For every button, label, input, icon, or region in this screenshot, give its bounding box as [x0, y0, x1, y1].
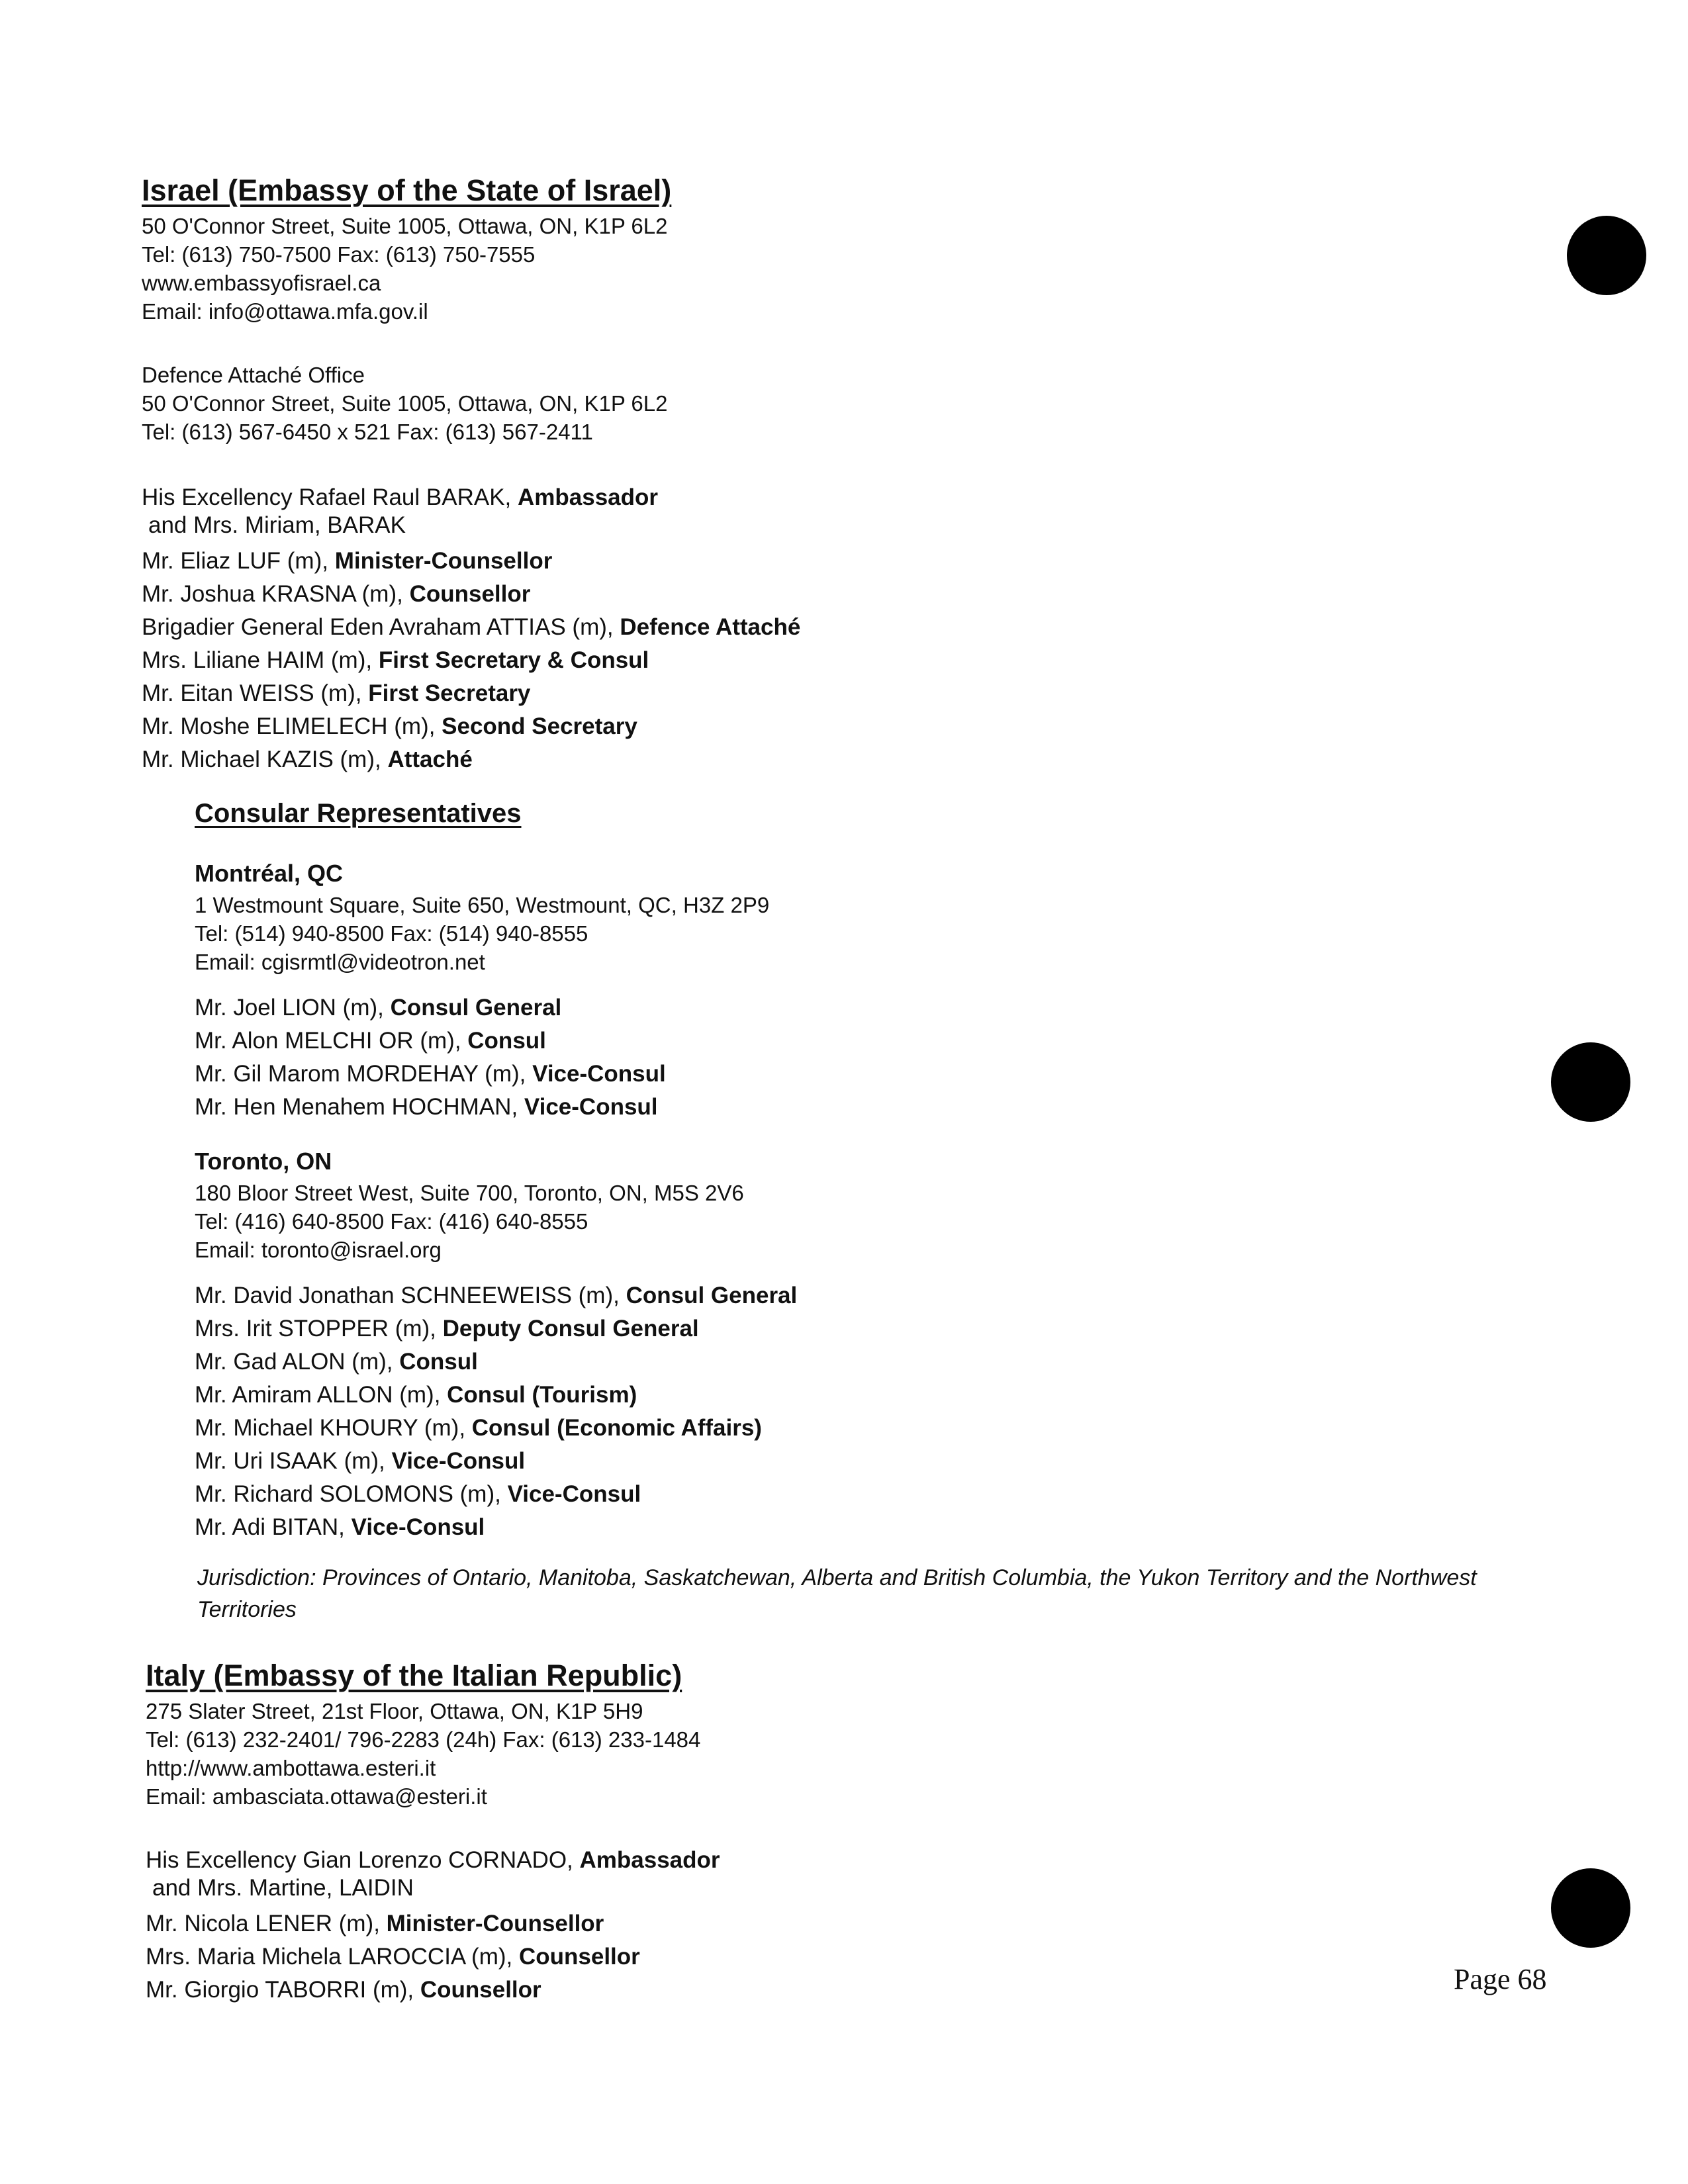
- punch-hole-top: [1567, 216, 1646, 295]
- city-heading-montreal: Montréal, QC: [195, 860, 344, 887]
- staff-entry: [195, 1511, 797, 1544]
- staff-entry: [146, 1940, 720, 1974]
- staff-name: Mr. Richard SOLOMONS (m),: [195, 1481, 508, 1507]
- toronto-address: 180 Bloor Street West, Suite 700, Toronto, ON, M5S 2V6: [195, 1181, 744, 1205]
- staff-entry: [195, 1478, 797, 1511]
- staff-title: Ambassador: [518, 484, 659, 510]
- staff-name: Mr. Nicola LENER (m),: [146, 1911, 387, 1936]
- staff-title: Attaché: [387, 747, 473, 772]
- staff-entry: [142, 677, 800, 710]
- italy-phone-line: Tel: (613) 232-2401/ 796-2283 (24h) Fax: (613) 233-1484: [146, 1727, 701, 1752]
- staff-title: Consul: [399, 1349, 478, 1375]
- staff-entry: [146, 1907, 720, 1940]
- italy-embassy-contact: [146, 1697, 700, 1811]
- staff-name: Mr. Eitan WEISS (m),: [142, 680, 369, 706]
- staff-title: First Secretary: [368, 680, 531, 706]
- staff-name: Mr. Alon MELCHI OR (m),: [195, 1028, 468, 1054]
- staff-spouse: and Mrs. Martine, LAIDIN: [152, 1875, 414, 1901]
- jurisdiction-note: Jurisdiction: Provinces of Ontario, Manitoba, Saskatchewan, Alberta and British Columbia, the Yukon Territory and the Northwest Territories: [197, 1565, 1477, 1622]
- staff-name: Mr. Joel LION (m),: [195, 995, 391, 1021]
- staff-title: Vice-Consul: [532, 1061, 666, 1087]
- staff-title: Ambassador: [579, 1847, 720, 1873]
- staff-title: Deputy Consul General: [442, 1316, 699, 1342]
- staff-name: Mrs. Irit STOPPER (m),: [195, 1316, 443, 1342]
- italy-staff-list: [146, 1844, 720, 2007]
- staff-entry: [195, 1445, 797, 1478]
- staff-title: Consul (Economic Affairs): [471, 1415, 762, 1441]
- staff-title: Vice-Consul: [391, 1448, 526, 1474]
- staff-name: Mr. Uri ISAAK (m),: [195, 1448, 392, 1474]
- staff-spouse: and Mrs. Miriam, BARAK: [148, 512, 406, 538]
- staff-title: Counsellor: [420, 1977, 541, 2003]
- staff-entry: [142, 743, 800, 776]
- staff-name: Mrs. Liliane HAIM (m),: [142, 647, 379, 673]
- staff-title: Defence Attaché: [620, 614, 801, 640]
- staff-name: Mr. Joshua KRASNA (m),: [142, 581, 410, 607]
- staff-name: His Excellency Gian Lorenzo CORNADO,: [146, 1847, 580, 1873]
- staff-name: Brigadier General Eden Avraham ATTIAS (m),: [142, 614, 620, 640]
- staff-name: Mr. Michael KHOURY (m),: [195, 1415, 472, 1441]
- staff-entry: [195, 1058, 666, 1091]
- israel-staff-list: [142, 481, 800, 776]
- staff-name: Mr. Adi BITAN,: [195, 1514, 352, 1540]
- toronto-contact: [195, 1179, 744, 1264]
- page-number: Page 68: [1454, 1963, 1547, 1995]
- israel-phone-line: Tel: (613) 750-7500 Fax: (613) 750-7555: [142, 242, 536, 267]
- staff-title: Consul (Tourism): [447, 1382, 637, 1408]
- staff-entry: [195, 1024, 666, 1058]
- staff-entry: [146, 1974, 720, 2007]
- israel-address-line: 50 O'Connor Street, Suite 1005, Ottawa, ON, K1P 6L2: [142, 214, 668, 238]
- staff-name: Mr. Eliaz LUF (m),: [142, 548, 335, 574]
- staff-entry: [195, 1412, 797, 1445]
- staff-title: Consul General: [390, 995, 562, 1021]
- staff-title: Vice-Consul: [524, 1094, 658, 1120]
- montreal-email: Email: cgisrmtl@videotron.net: [195, 950, 485, 974]
- staff-title: Vice-Consul: [351, 1514, 485, 1540]
- staff-name: Mr. Michael KAZIS (m),: [142, 747, 388, 772]
- israel-defence-attache-office: [142, 361, 667, 446]
- staff-title: Vice-Consul: [507, 1481, 641, 1507]
- israel-email-line: Email: info@ottawa.mfa.gov.il: [142, 299, 428, 324]
- staff-entry: [195, 991, 666, 1024]
- italy-website-line: http://www.ambottawa.esteri.it: [146, 1756, 436, 1780]
- toronto-phone: Tel: (416) 640-8500 Fax: (416) 640-8555: [195, 1209, 588, 1234]
- staff-name: Mr. Giorgio TABORRI (m),: [146, 1977, 420, 2003]
- staff-title: Counsellor: [518, 1944, 640, 1970]
- city-heading-toronto: Toronto, ON: [195, 1148, 332, 1175]
- montreal-contact: [195, 891, 769, 976]
- staff-name: His Excellency Rafael Raul BARAK,: [142, 484, 518, 510]
- defence-office-address: 50 O'Connor Street, Suite 1005, Ottawa, ON, K1P 6L2: [142, 391, 668, 416]
- staff-name: Mrs. Maria Michela LAROCCIA (m),: [146, 1944, 519, 1970]
- punch-hole-middle: [1551, 1042, 1630, 1122]
- staff-entry: [195, 1312, 797, 1345]
- staff-name: Mr. David Jonathan SCHNEEWEISS (m),: [195, 1283, 626, 1308]
- montreal-phone: Tel: (514) 940-8500 Fax: (514) 940-8555: [195, 921, 588, 946]
- consular-representatives-heading: Consular Representatives: [195, 799, 522, 828]
- staff-name: Mr. Hen Menahem HOCHMAN,: [195, 1094, 524, 1120]
- toronto-staff-list: [195, 1279, 797, 1544]
- section-title-israel: Israel (Embassy of the State of Israel): [142, 173, 672, 207]
- staff-entry: [195, 1379, 797, 1412]
- punch-hole-bottom: [1551, 1868, 1630, 1948]
- defence-office-name: Defence Attaché Office: [142, 363, 365, 387]
- staff-title: Consul General: [626, 1283, 798, 1308]
- staff-entry: [195, 1091, 666, 1124]
- italy-email-line: Email: ambasciata.ottawa@esteri.it: [146, 1784, 487, 1809]
- staff-name: Mr. Moshe ELIMELECH (m),: [142, 713, 442, 739]
- staff-entry: [142, 578, 800, 611]
- staff-title: Minister-Counsellor: [386, 1911, 604, 1936]
- toronto-email: Email: toronto@israel.org: [195, 1238, 442, 1262]
- staff-entry: [142, 644, 800, 677]
- israel-website-line: www.embassyofisrael.ca: [142, 271, 381, 295]
- staff-title: Second Secretary: [442, 713, 637, 739]
- staff-title: Minister-Counsellor: [334, 548, 553, 574]
- section-title-italy: Italy (Embassy of the Italian Republic): [146, 1659, 682, 1692]
- staff-entry: [195, 1345, 797, 1379]
- staff-entry: [142, 611, 800, 644]
- staff-entry: [195, 1279, 797, 1312]
- israel-embassy-contact: [142, 212, 667, 326]
- defence-office-phone: Tel: (613) 567-6450 x 521 Fax: (613) 567-2411: [142, 420, 593, 444]
- staff-name: Mr. Gad ALON (m),: [195, 1349, 400, 1375]
- staff-entry: [142, 545, 800, 578]
- staff-title: Consul: [467, 1028, 546, 1054]
- staff-title: Counsellor: [409, 581, 531, 607]
- italy-address-line: 275 Slater Street, 21st Floor, Ottawa, ON, K1P 5H9: [146, 1699, 643, 1723]
- staff-entry: [142, 710, 800, 743]
- staff-name: Mr. Amiram ALLON (m),: [195, 1382, 447, 1408]
- montreal-address: 1 Westmount Square, Suite 650, Westmount, QC, H3Z 2P9: [195, 893, 770, 917]
- staff-title: First Secretary & Consul: [378, 647, 649, 673]
- montreal-staff-list: [195, 991, 666, 1124]
- staff-name: Mr. Gil Marom MORDEHAY (m),: [195, 1061, 533, 1087]
